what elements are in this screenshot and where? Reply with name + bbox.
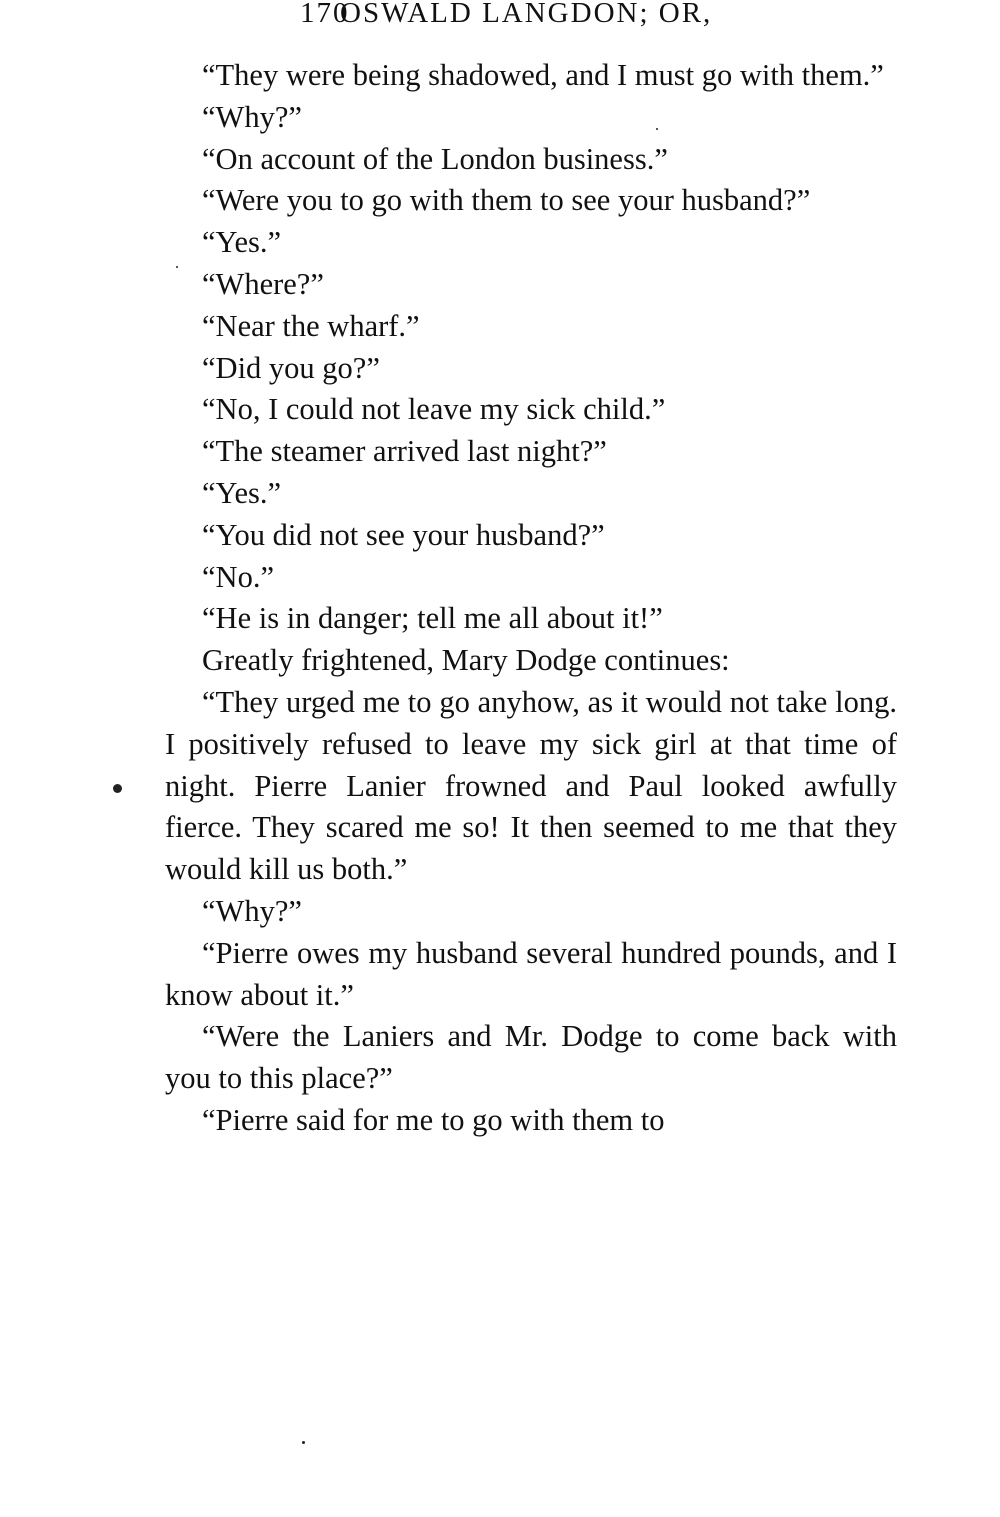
- paragraph: “The steamer arrived last night?”: [202, 434, 607, 469]
- paragraph: “You did not see your husband?”: [202, 517, 605, 552]
- paragraph: “They urged me to go anyhow, as it would not take long. I positively refused to leave my sick girl at that time of night. Pierre Lanier frowned and Paul looked awfully fierce. They scared me so! It then seemed to me that they would kill us both.”: [165, 684, 897, 887]
- paragraph: “No.”: [202, 559, 274, 594]
- paragraph: “Pierre said for me to go with them to: [202, 1102, 665, 1137]
- paragraph: “On account of the London business.”: [202, 141, 668, 176]
- paragraph: “Pierre owes my husband several hundred pounds, and I know about it.”: [165, 935, 897, 1012]
- paragraph: “Near the wharf.”: [202, 308, 420, 343]
- running-head: [150, 0, 850, 28]
- running-title: OSWALD LANGDON; OR,: [340, 0, 713, 29]
- ink-speck: [113, 784, 122, 793]
- body-text: [165, 55, 897, 1142]
- paragraph: “Were you to go with them to see your husband?”: [202, 183, 811, 218]
- paragraph: “Why?”: [202, 99, 302, 134]
- paragraph: “Did you go?”: [202, 350, 380, 385]
- ink-speck: [302, 1441, 305, 1444]
- paragraph: “Where?”: [202, 266, 324, 301]
- paragraph: Greatly frightened, Mary Dodge continues:: [202, 643, 730, 678]
- ink-speck: [176, 266, 178, 268]
- paragraph: “He is in danger; tell me all about it!”: [202, 601, 663, 636]
- page-number: 170: [300, 0, 350, 29]
- paragraph: “Yes.”: [202, 475, 282, 510]
- paragraph: “Were the Laniers and Mr. Dodge to come back with you to this place?”: [165, 1019, 897, 1096]
- paragraph: “Yes.”: [202, 225, 282, 260]
- paragraph: “Why?”: [202, 893, 302, 928]
- paragraph: “They were being shadowed, and I must go with them.”: [202, 58, 884, 92]
- ink-speck: [656, 128, 658, 130]
- paragraph: “No, I could not leave my sick child.”: [202, 392, 666, 427]
